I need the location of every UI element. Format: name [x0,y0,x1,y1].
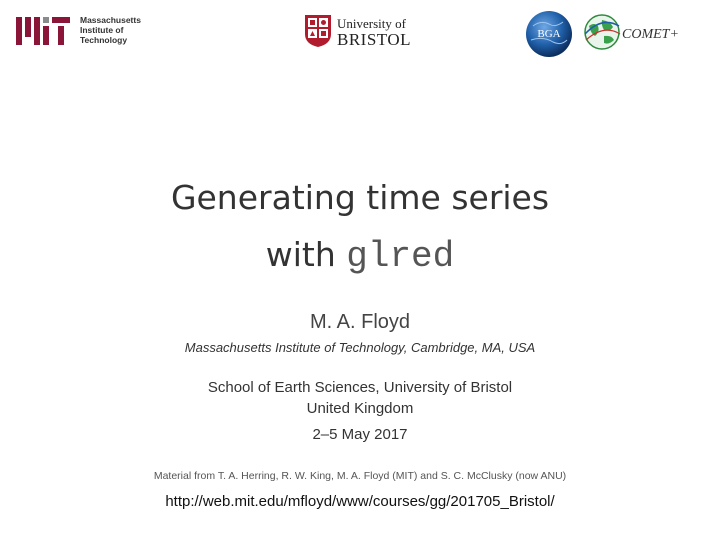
slide-title-line1: Generating time series [170,178,550,217]
bga-logo-text: BGA [537,28,561,40]
comet-logo [580,10,710,58]
course-url-link[interactable]: http://web.mit.edu/mfloyd/www/courses/gg/201705_Bristol/ [165,493,555,510]
venue-school: School of Earth Sciences, University of Bristol [207,379,513,396]
comet-logo-text: COMET+ [622,27,679,42]
bristol-logo-line1: University of [337,16,406,31]
author-name: M. A. Floyd [309,311,411,333]
author-affiliation: Massachusetts Institute of Technology, Cambridge, MA, USA [184,340,536,355]
slide-title-line2 [0,235,720,277]
mit-logo-line3: Technology [80,35,128,45]
mit-logo-text [80,15,141,45]
mit-logo-line1: Massachusetts [80,15,141,25]
comet-globe-icon [582,12,622,52]
mit-logo-line2: Institute of [80,25,124,35]
event-dates: 2–5 May 2017 [312,426,408,443]
mit-logo [16,14,156,48]
bristol-logo-line2: BRISTOL [337,30,412,49]
slide-title-code: glred [346,236,455,277]
material-credits: Material from T. A. Herring, R. W. King, M. A. Floyd (MIT) and S. C. McClusky (now ANU) [153,470,567,482]
venue-country: United Kingdom [306,400,414,417]
bga-logo [525,10,573,58]
bristol-logo [304,14,434,50]
slide-title-prefix: with [265,235,347,274]
mit-wordmark-icon [16,17,72,45]
bristol-crest-icon [304,14,332,48]
